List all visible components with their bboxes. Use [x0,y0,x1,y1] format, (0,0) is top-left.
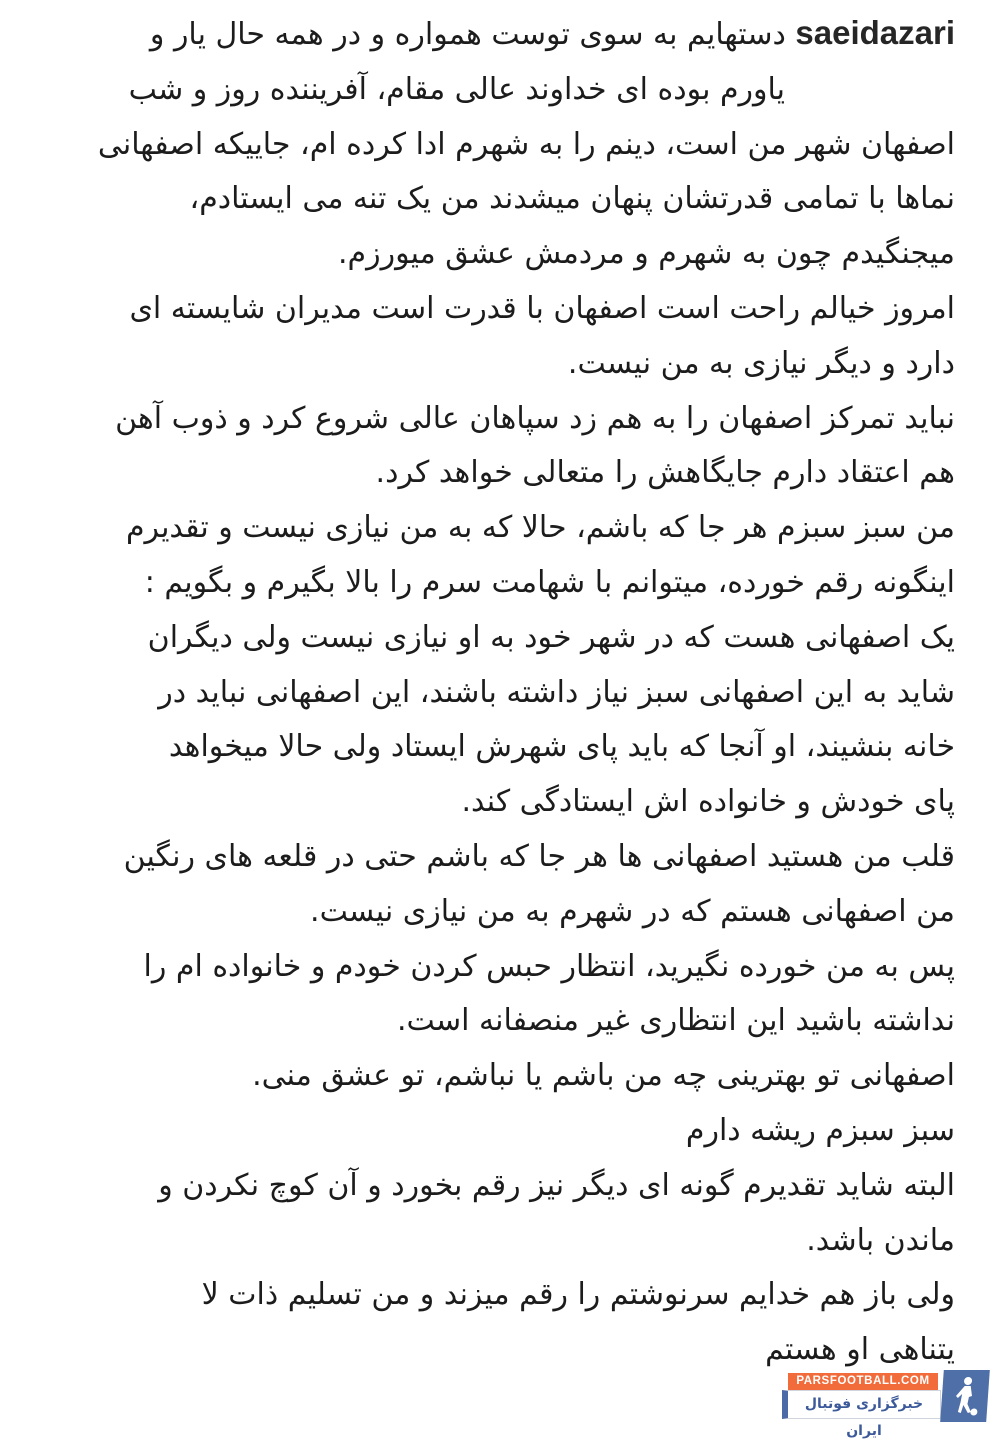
caption-line: نباید تمرکز اصفهان را به هم زد سپاهان عالی شروع کرد و ذوب آهن [115,400,955,436]
caption-line: میجنگیدم چون به شهرم و مردمش عشق میورزم. [337,236,955,272]
caption-line: پس به من خورده نگیرید، انتظار حبس کردن خودم و خانواده ام را [143,948,955,984]
caption-line: نماها با تمامی قدرتشان پنهان میشدند من یک تنه می ایستادم، [189,181,955,217]
caption-line: امروز خیالم راحت است اصفهان با قدرت است مدیران شایسته ای [129,290,955,326]
caption-line: اصفهان شهر من است، دینم را به شهرم ادا کرده ام، جاییکه اصفهانی [97,126,955,162]
caption-line: پای خودش و خانواده اش ایستادگی کند. [461,784,955,820]
caption-line: اینگونه رقم خورده، میتوانم با شهامت سرم را بالا بگیرم و بگویم : [144,564,955,600]
caption-line: دارد و دیگر نیازی به من نیست. [567,345,955,381]
caption-line: یاورم بوده ای خداوند عالی مقام، آفریننده روز و شب [128,71,785,107]
caption-line: ماندن باشد. [806,1222,955,1258]
caption-line: خانه بنشیند، او آنجا که باید پای شهرش ایستاد ولی حالا میخواهد [168,729,955,765]
caption-line: قلب من هستید اصفهانی ها هر جا که باشم حتی در قلعه های رنگین [123,838,955,874]
football-player-icon [940,1370,990,1422]
watermark-tagline: خبرگزاری فوتبال ایران [782,1390,941,1419]
caption-line: من اصفهانی هستم که در شهرم به من نیازی نیست. [310,893,955,929]
caption-line: یک اصفهانی هست که در شهر خود به او نیازی نیست ولی دیگران [147,619,955,655]
post-caption [35,6,955,1378]
caption-line: شاید به این اصفهانی سبز نیاز داشته باشند، این اصفهانی نباید در [158,674,955,710]
caption-line: اصفهانی تو بهترینی چه من باشم یا نباشم، تو عشق منی. [252,1058,955,1094]
caption-line: یتناهی او هستم [765,1332,955,1368]
caption-line: من سبز سبزم هر جا که باشم، حالا که به من نیازی نیست و تقدیرم [125,510,955,546]
caption-text: دستهایم به سوی توست همواره و در همه حال یار و [149,17,786,52]
caption-line: هم اعتقاد دارم جایگاهش را متعالی خواهد کرد. [375,455,955,491]
parsfootball-watermark [782,1370,990,1439]
username-link[interactable]: saeidazari [795,14,955,51]
caption-line: سبز سبزم ریشه دارم [685,1112,955,1148]
caption-line: ولی باز هم خدایم سرنوشتم را رقم میزند و من تسلیم ذات لا [201,1277,955,1313]
caption-line-1 [35,6,955,63]
caption-line: نداشته باشید این انتظاری غیر منصفانه است. [397,1003,955,1039]
watermark-site-name: PARSFOOTBALL.COM [788,1373,938,1390]
caption-line: البته شاید تقدیرم گونه ای دیگر نیز رقم بخورد و آن کوچ نکردن و [158,1167,955,1203]
